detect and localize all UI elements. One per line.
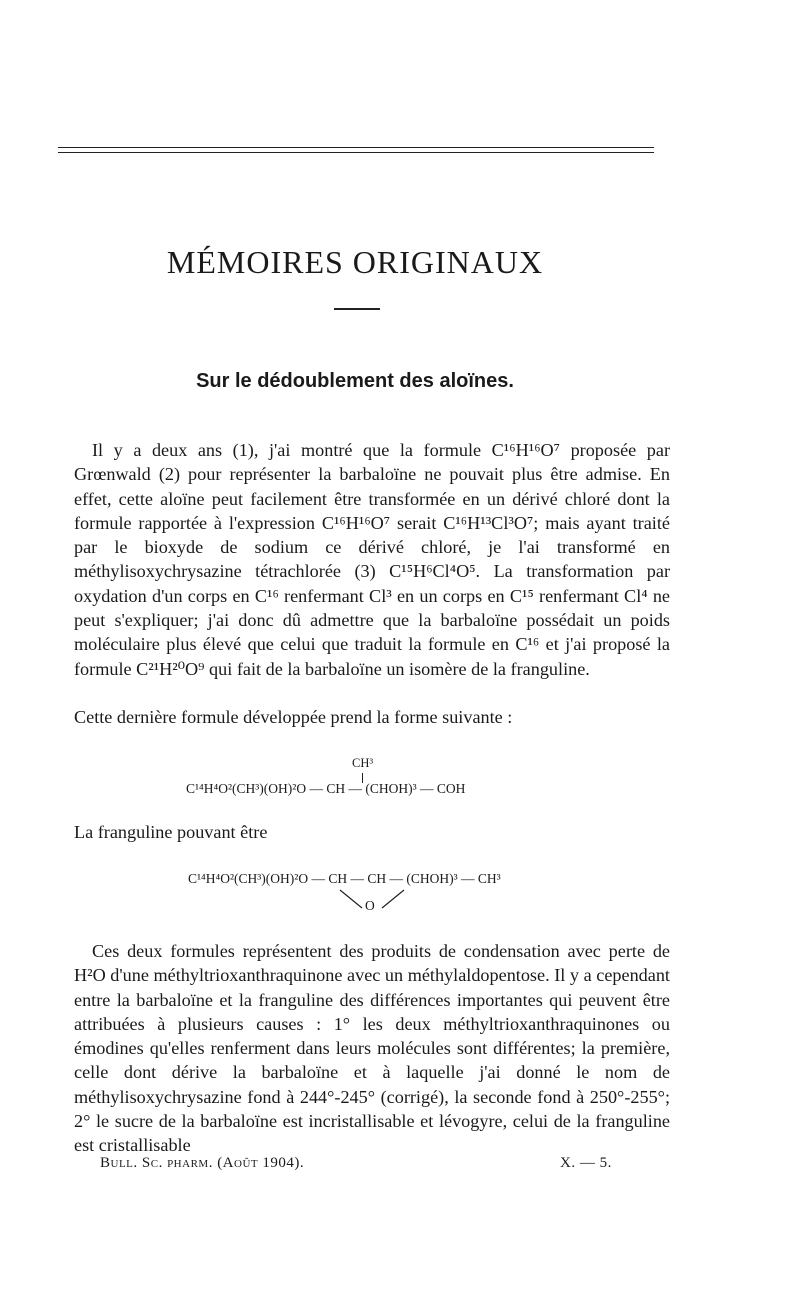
heading-rule: [334, 308, 380, 310]
rule-line: [58, 152, 654, 153]
paragraph-4: Ces deux formules représentent des produits de condensation avec perte de H²O d'une méthyltrioxanthraquinone avec un méthylaldopentose. Il y a cependant entre la barbaloïne et la franguline des différences importantes qui peuvent être attribuées à plusieurs causes : 1° les deux méthyltrioxanthraquinones ou émodines qu'elles renferment dans leurs molécules sont différentes; la première, celle dont dérive la barbaloïne et à laquelle j'ai donné le nom de méthylisoxychrysazine fond à 244°-245° (corrigé), la seconde fond à 250°-255°; 2° le sucre de la barbaloïne est incristallisable et lévogyre, celui de la franguline est cristallisable: [74, 941, 670, 1156]
footer-citation: Bull. Sc. pharm. (Août 1904).: [100, 1155, 305, 1171]
paragraph-3: La franguline pouvant être: [74, 822, 268, 842]
formula-substituent: CH³: [352, 756, 374, 770]
section-heading: MÉMOIRES ORIGINAUX: [166, 244, 544, 280]
paragraph-1: Il y a deux ans (1), j'ai montré que la formule C¹⁶H¹⁶O⁷ proposée par Grœnwald (2) pour représenter la barbaloïne ne pouvait plus être admise. En effet, cette aloïne peut facilement être transformée en un dérivé chloré dont la formule rapportée à l'expression C¹⁶H¹⁶O⁷ serait C¹⁶H¹³Cl³O⁷; mais ayant traité par le bioxyde de sodium ce dérivé chloré, je l'ai transformé en méthylisoxychrysazine tétrachlorée (3) C¹⁵H⁶Cl⁴O⁵. La transformation par oxydation d'un corps en C¹⁶ renfermant Cl³ en un corps en C¹⁵ renfermant Cl⁴ ne peut s'expliquer; j'ai donc dû admettre que la barbaloïne possédait un poids moléculaire plus élevé que celui que traduit la formule en C¹⁶ et j'ai proposé la formule C²¹H²⁰O⁹ qui fait de la barbaloïne un isomère de la franguline.: [74, 440, 670, 679]
rule-line: [58, 147, 654, 148]
formula-main: C¹⁴H⁴O²(CH³)(OH)²O — CH — (CHOH)³ — COH: [186, 781, 466, 796]
formula-main: C¹⁴H⁴O²(CH³)(OH)²O — CH — CH — (CHOH)³ — CH³: [188, 871, 501, 886]
footer-page-ref: X. — 5.: [560, 1155, 612, 1171]
formula-bridge-oxygen: O: [365, 898, 375, 913]
paragraph-2: Cette dernière formule développée prend la forme suivante :: [74, 707, 513, 727]
article-title: Sur le dédoublement des aloïnes.: [196, 370, 514, 392]
